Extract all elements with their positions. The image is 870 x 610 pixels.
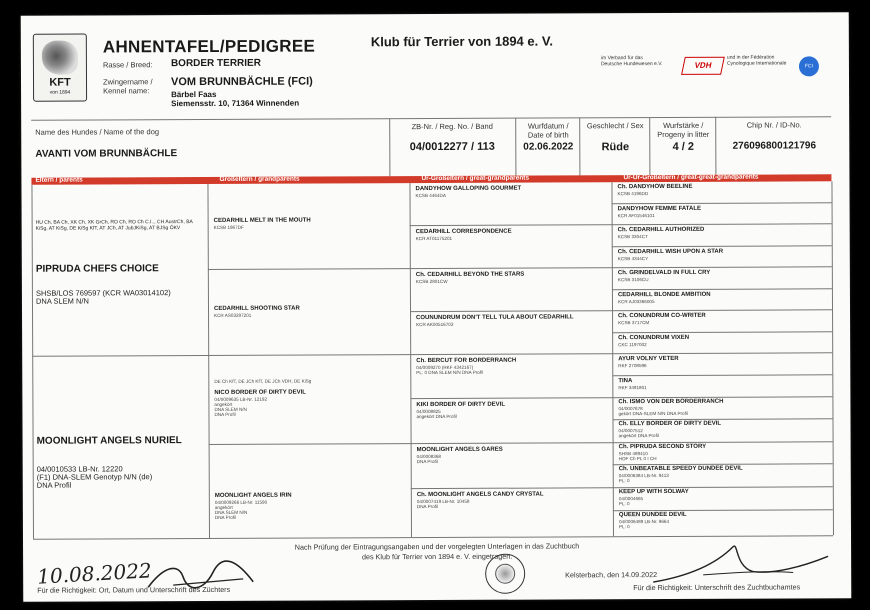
gg-name: Ch. UNBEATABLE SPEEDY DUNDEE DEVIL xyxy=(618,465,743,473)
gg-note: angekört DNA Profil xyxy=(618,433,659,439)
dog-name: AVANTI VOM BRUNNBÄCHLE xyxy=(35,148,178,160)
gg-reg: KCSB 3304CT xyxy=(617,234,648,240)
gg-reg: KCSB 3106CU xyxy=(617,277,649,283)
gg-7 xyxy=(618,312,828,325)
great-grandparent-name: COUNUNDRUM DON'T TELL TULA ABOUT CEDARHILL xyxy=(416,314,574,322)
gg-name: DANDYHOW FEMME FATALE xyxy=(617,205,702,213)
gg-name: AYUR VOLNY VETER xyxy=(618,355,679,363)
gg-reg: 04/0006489 LB-Nr. 9664 xyxy=(618,518,670,525)
col-great: Ur-Großeltern / great-grandparents xyxy=(421,174,530,183)
gg-1 xyxy=(617,183,827,196)
great-grandparent-reg: KCR AK00516703 xyxy=(416,321,454,328)
gg-note: PL: 0 xyxy=(618,478,630,484)
grandparent-name: NICO BORDER OF DIRTY DEVIL xyxy=(214,389,306,396)
great-grandparent-reg: 04/0008368 xyxy=(416,453,441,460)
chip-label: Chip Nr. / ID-No. xyxy=(746,120,802,130)
great-grandparent-reg: 04/0007419 LB-Nr. 10458 xyxy=(416,498,470,505)
gg-4 xyxy=(618,248,828,261)
dog-name-label: Name des Hundes / Name of the dog xyxy=(35,127,160,137)
gg-reg: KCR AF01546101 xyxy=(617,213,655,219)
gg-name: Ch. ELLY BORDER OF DIRTY DEVIL xyxy=(618,420,722,428)
zuchtbuchamt-stamp xyxy=(485,554,525,594)
logo-text: KFT xyxy=(49,76,71,89)
divider xyxy=(31,185,34,539)
owner-name: Bärbel Faas xyxy=(171,89,217,100)
great-grandparent-6 xyxy=(416,401,608,419)
gg-reg: 04/0007512 xyxy=(618,428,643,434)
grandparent-titles: DE Ch KfT, DE JCh KfT, DE JCh VDH, DE KiSg xyxy=(214,378,312,384)
gg-note: HOF Ch PL 0 I CH xyxy=(618,456,657,462)
gg-name: QUEEN DUNDEE DEVIL xyxy=(618,511,687,519)
gg-reg: RKF 3491801 xyxy=(618,385,647,391)
breed-value: BORDER TERRIER xyxy=(170,57,261,70)
great-grandparent-reg: KCSB 4464DA xyxy=(415,192,446,199)
great-grandparent-1 xyxy=(415,185,607,198)
gg-name: KEEP UP WITH SOLWAY xyxy=(618,488,689,496)
gg-13 xyxy=(619,443,829,461)
dam-profile: DNA Profil xyxy=(36,480,72,490)
gg-11 xyxy=(618,398,828,416)
grandparent-2 xyxy=(214,305,404,318)
gg-14 xyxy=(619,465,829,483)
great-grandparent-reg: KCSB 2801CW xyxy=(415,278,448,285)
great-grandparent-name: Ch. BERCUT FOR BORDERRANCH xyxy=(416,357,517,365)
reg-number: 04/0012277 / 113 xyxy=(409,140,495,154)
grandparent-note: angekört xyxy=(214,504,233,510)
gg-note: PL: 0 xyxy=(618,524,630,530)
chip-value: 276096800121796 xyxy=(732,140,817,152)
gg-reg: 04/0004665 xyxy=(618,496,644,502)
gg-note: PL: 0 xyxy=(618,501,630,507)
gg-name: Ch. CONUNDRUM VIXEN xyxy=(618,334,690,342)
great-grandparent-4 xyxy=(416,314,608,327)
place-date: Kelsterbach, den 14.09.2022 xyxy=(565,570,658,580)
great-grandparent-reg: 04/0008825 xyxy=(416,408,441,415)
fci-text-1: und in der Fédération xyxy=(726,54,775,61)
dob-label-1: Wurfdatum / xyxy=(527,121,569,131)
great-grandparent-name: DANDYHOW GALLOPING GOURMET xyxy=(415,185,522,193)
grandparent-4 xyxy=(215,492,405,520)
gg-reg: KCSB 4344CY xyxy=(617,256,649,262)
great-grandparent-reg: 04/0009270 (RKF 4342167) xyxy=(416,364,474,371)
gg-name: Ch. CONUNDRUM CO-WRITER xyxy=(618,312,706,320)
document-title: AHNENTAFEL/PEDIGREE xyxy=(102,36,316,57)
gg-name: CEDARHILL BLONDE AMBITION xyxy=(617,291,711,299)
great-grandparent-5 xyxy=(416,357,608,375)
vdh-text-1: im Verband für das xyxy=(600,55,643,62)
sex-label: Geschlecht / Sex xyxy=(586,121,644,131)
grandparent-note: angekört xyxy=(214,401,233,407)
pedigree-document xyxy=(21,12,852,602)
divider xyxy=(611,182,614,536)
divider xyxy=(389,118,390,176)
gg-2 xyxy=(618,205,828,218)
gg-name: Ch. CEDARHILL AUTHORIZED xyxy=(617,226,705,234)
gg-3 xyxy=(618,226,828,239)
gg-15 xyxy=(619,488,829,506)
gg-reg: KCSB 3717CM xyxy=(618,320,650,326)
divider xyxy=(612,202,832,204)
progeny-label-1: Wurfstärke / xyxy=(663,120,704,131)
kft-logo xyxy=(33,34,87,102)
gg-reg: 04/0007678 xyxy=(618,406,643,412)
grandparent-name: CEDARHILL MELT IN THE MOUTH xyxy=(213,217,311,224)
dam-health: (F1) DNA-SLEM Genotyp N/N (de) xyxy=(36,472,153,482)
vdh-logo: VDH xyxy=(681,57,725,75)
grandparent-reg: KCSB 1967DF xyxy=(213,224,244,230)
gg-10 xyxy=(618,377,828,390)
divider xyxy=(831,181,834,535)
grandparent-reg: 04/0009266 LB-Nr. 11590 xyxy=(214,499,268,505)
fci-text-2: Cynologique Internationale xyxy=(726,60,787,67)
gg-name: Ch. ISMO VON DER BORDERRANCH xyxy=(618,398,724,406)
owner-address: Siemensstr. 10, 71364 Winnenden xyxy=(171,98,300,109)
gg-9 xyxy=(618,355,828,368)
dob-value: 02.06.2022 xyxy=(523,141,574,153)
col-greatgreat: Ur-Ur-Großeltern / great-great-grandparents xyxy=(623,173,759,182)
grandparent-note: DNA SLEM N/N xyxy=(214,509,248,515)
divider xyxy=(612,374,832,376)
sire-titles: HU Ch, BA Ch, XK Ch, XK GrCh, RO Ch, RO Ch C.I.., CH AustrCh, BA KiSg, AT KiSg, DE KiSg KfT, AT JCh, AT JubJKiSg, AT BJSg ÖKV xyxy=(35,219,193,232)
gg-reg: SHSB 489410 xyxy=(618,451,648,457)
gg-16 xyxy=(619,511,829,529)
dam-name: MOONLIGHT ANGELS NURIEL xyxy=(36,435,182,447)
divider xyxy=(207,184,210,538)
breed-label: Rasse / Breed: xyxy=(102,60,153,70)
gg-name: TINA xyxy=(618,378,633,385)
great-grandparent-note: angekört DNA Profil xyxy=(416,413,457,420)
divider xyxy=(409,183,412,537)
gg-6 xyxy=(618,291,828,304)
gg-12 xyxy=(619,420,829,438)
grandparent-name: MOONLIGHT ANGELS IRIN xyxy=(214,492,292,499)
gg-reg: 04/0006384 LB-Nr. 9413 xyxy=(618,472,669,479)
grandparent-name: CEDARHILL SHOOTING STAR xyxy=(213,305,300,312)
registry-label: Für die Richtigkeit: Unterschrift des Zuchtbuchamtes xyxy=(633,582,801,593)
gg-name: Ch. DANDYHOW BEELINE xyxy=(617,183,693,191)
great-grandparent-name: Ch. CEDARHILL BEYOND THE STARS xyxy=(415,271,525,279)
divider xyxy=(612,245,832,247)
dam-reg: 04/0010533 LB-Nr. 12220 xyxy=(36,464,123,474)
gg-reg: KCSB 4196DD xyxy=(617,191,649,197)
grandparent-3 xyxy=(214,378,404,417)
gg-reg: RKF 2708596 xyxy=(618,363,647,369)
gg-name: Ch. GRINDELVALD IN FULL CRY xyxy=(617,269,711,277)
kennel-value: VOM BRUNNBÄCHLE (FCI) xyxy=(170,75,313,89)
great-grandparent-note: DNA Profil xyxy=(416,458,438,465)
progeny-label-2: Progeny in litter xyxy=(657,129,710,140)
stamp-dog-icon xyxy=(495,564,515,584)
gg-note: gekört DNA-SLEM N/N DNA Profil xyxy=(618,410,688,417)
gg-5 xyxy=(618,269,828,282)
great-grandparent-2 xyxy=(416,228,608,241)
grandparent-1 xyxy=(214,217,404,230)
great-grandparent-3 xyxy=(416,271,608,284)
breeder-label: Für die Richtigkeit: Ort, Datum und Unterschrift des Züchters xyxy=(37,584,231,595)
dob-label-2: Date of birth xyxy=(527,130,569,140)
registry-signature xyxy=(643,536,833,587)
gg-8 xyxy=(618,334,828,347)
col-grandparents: Großeltern / grandparents xyxy=(219,175,300,183)
gg-reg: CKC 1197002 xyxy=(618,342,647,348)
logo-subtext: von 1894 xyxy=(49,89,71,96)
great-grandparent-8 xyxy=(417,491,609,509)
kennel-label-1: Zwingername / xyxy=(102,77,153,87)
divider xyxy=(612,288,832,290)
gg-name: Ch. CEDARHILL WISH UPON A STAR xyxy=(617,248,724,256)
reg-label: ZB-Nr. / Reg. No. / Band xyxy=(411,121,493,132)
gg-name: Ch. PIPRUDA SECOND STORY xyxy=(618,443,707,451)
great-grandparent-reg: KCR AT01175201 xyxy=(415,235,453,242)
handwritten-date: 10.08.2022 xyxy=(36,558,153,589)
grandparent-note: DNA SLEM N/N xyxy=(214,406,247,412)
grandparent-reg: 04/0009635 LB-Nr. 12192 xyxy=(214,396,268,402)
club-name: Klub für Terrier von 1894 e. V. xyxy=(370,33,553,50)
kennel-label-2: Kennel name: xyxy=(103,86,150,96)
col-parents: Eltern / parents xyxy=(35,176,83,184)
grandparent-note: DNA Profil xyxy=(214,411,236,417)
grandparent-note: DNA Profil xyxy=(214,514,237,520)
verification-line-1: Nach Prüfung der Eintragungsangaben und der vorgelegten Unterlagen in das Zuchtbuch xyxy=(294,541,580,552)
great-grandparent-7 xyxy=(417,446,609,464)
fci-logo: FCI xyxy=(799,56,819,76)
great-grandparent-note: DNA Profil xyxy=(416,503,439,510)
vdh-text-2: Deutsche Hundewesen e.V. xyxy=(600,61,663,68)
sex-value: Rüde xyxy=(601,141,630,154)
sire-health: DNA SLEM N/N xyxy=(35,296,89,306)
great-grandparent-name: CEDARHILL CORRESPONDENCE xyxy=(415,228,512,236)
grandparent-reg: KCR AS03297201 xyxy=(214,312,252,318)
terrier-head-icon xyxy=(42,41,78,75)
progeny-value: 4 / 2 xyxy=(672,140,695,153)
great-grandparent-note: PL: 0 DNA SLEM N/N DNA Profil xyxy=(416,369,484,376)
divider xyxy=(612,331,832,333)
verification-line-2: des Klub für Terrier von 1894 e. V. eingetragen. xyxy=(361,551,513,562)
great-grandparent-name: MOONLIGHT ANGELS GARES xyxy=(416,446,503,454)
great-grandparent-name: KIKI BORDER OF DIRTY DEVIL xyxy=(416,401,506,409)
sire-name: PIPRUDA CHEFS CHOICE xyxy=(35,263,159,275)
sire-reg: SHSB/LOS 769597 (KCR WA03014102) xyxy=(35,288,171,298)
gg-reg: KCR AJ03366005 xyxy=(617,299,655,305)
great-grandparent-name: Ch. MOONLIGHT ANGELS CANDY CRYSTAL xyxy=(416,491,544,499)
